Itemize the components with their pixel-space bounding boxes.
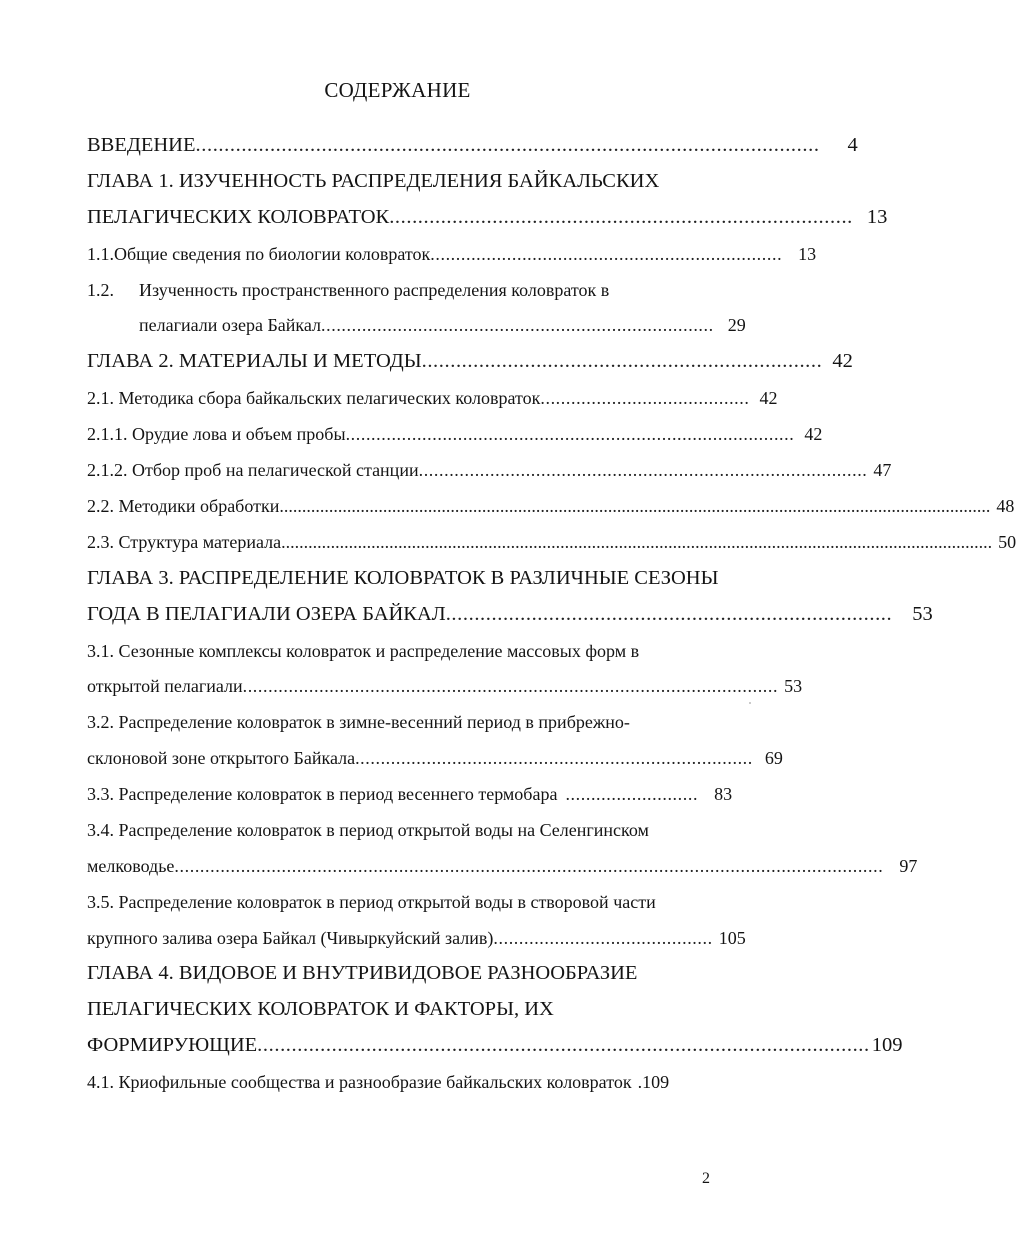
toc-entry-text: 2.2. Методики обработки xyxy=(87,496,280,516)
toc-entry-text: 2.3. Структура материала xyxy=(87,532,282,552)
toc-entry-text: Общие сведения по биологии коловраток xyxy=(114,244,431,264)
toc-entry-3-4-heading[interactable] xyxy=(87,820,727,850)
toc-entry-3-1-heading[interactable] xyxy=(87,641,727,671)
toc-entry-3-1[interactable] xyxy=(87,676,803,706)
toc-entry-intro[interactable] xyxy=(87,134,858,164)
toc-page-number: 97 xyxy=(899,856,918,876)
toc-entry-3-2-heading[interactable] xyxy=(87,712,727,742)
toc-entry-text: ГЛАВА 2. МАТЕРИАЛЫ И МЕТОДЫ xyxy=(87,350,422,372)
toc-entry-text: ГЛАВА 3. РАСПРЕДЕЛЕНИЕ КОЛОВРАТОК В РАЗЛИЧНЫЕ СЕЗОНЫ xyxy=(87,567,719,589)
toc-entry-1-1[interactable] xyxy=(87,244,817,274)
leader-dots: ............................................................................................................. xyxy=(195,134,820,156)
toc-entry-ch4-heading-1[interactable] xyxy=(87,962,727,992)
toc-page-number: 13 xyxy=(798,244,817,264)
leader-dots: .............................................................................................................................................................. xyxy=(279,496,991,516)
toc-entry-text: ГЛАВА 4. ВИДОВОЕ И ВНУТРИВИДОВОЕ РАЗНООБРАЗИЕ xyxy=(87,962,638,984)
leader-dots: .............................................................................. xyxy=(445,603,893,625)
toc-entry-ch4-heading-2[interactable] xyxy=(87,998,727,1028)
scan-speck xyxy=(749,702,751,704)
toc-entry-2-2[interactable] xyxy=(87,496,1015,526)
toc-entry-text: склоновой зоне открытого Байкала xyxy=(87,748,356,768)
toc-entry-text: 3.1. Сезонные комплексы коловраток и распределение массовых форм в xyxy=(87,641,640,661)
toc-page-number: 109 xyxy=(871,1034,903,1056)
toc-entry-3-5-heading[interactable] xyxy=(87,892,727,922)
toc-entry-text: ФОРМИРУЮЩИЕ xyxy=(87,1034,258,1056)
section-number: 1.1. xyxy=(87,244,114,264)
toc-page-number: 42 xyxy=(804,424,823,444)
toc-entry-ch1[interactable] xyxy=(87,206,888,236)
leader-dots: .............................................................................. xyxy=(355,748,753,768)
leader-dots: ..................................................................... xyxy=(430,244,783,264)
leader-dots: ........................................................................................................................................... xyxy=(174,856,884,876)
toc-entry-text: 4.1. Криофильные сообщества и разнообразие байкальских коловраток xyxy=(87,1072,632,1092)
toc-entry-text: 3.5. Распределение коловраток в период открытой воды в створовой части xyxy=(87,892,656,912)
toc-page-number: 42 xyxy=(832,350,853,372)
toc-page-number: 4 xyxy=(847,134,858,156)
leader-dots: ......................................... xyxy=(540,388,750,408)
toc-entry-text: пелагиали озера Байкал xyxy=(139,315,322,335)
toc-page-number: 48 xyxy=(996,496,1015,516)
toc-entry-ch3-heading[interactable] xyxy=(87,567,732,597)
leader-dots: .............................................................................................................................................................. xyxy=(281,532,993,552)
leader-dots: ............................................................................. xyxy=(321,315,714,335)
toc-entry-text: ПЕЛАГИЧЕСКИХ КОЛОВРАТОК И ФАКТОРЫ, ИХ xyxy=(87,998,554,1020)
toc-entry-text: 2.1. Методика сбора байкальских пелагических коловраток xyxy=(87,388,541,408)
leader-dots: ........................................... xyxy=(493,928,713,948)
toc-entry-3-3[interactable] xyxy=(87,784,733,814)
toc-entry-text: ПЕЛАГИЧЕСКИХ КОЛОВРАТОК xyxy=(87,206,390,228)
section-number: 1.2. xyxy=(87,280,114,300)
toc-entry-ch3[interactable] xyxy=(87,603,933,633)
toc-page-number: 42 xyxy=(759,388,778,408)
toc-entry-text: 3.4. Распределение коловраток в период открытой воды на Селенгинском xyxy=(87,820,649,840)
toc-entry-text: крупного залива озера Байкал (Чивыркуйский залив) xyxy=(87,928,494,948)
toc-entry-2-1-2[interactable] xyxy=(87,460,892,490)
toc-page-number: 50 xyxy=(998,532,1016,552)
leader-dots: ........................................................................................ xyxy=(345,424,795,444)
toc-entry-3-2[interactable] xyxy=(87,748,783,778)
toc-page-number: 29 xyxy=(727,315,746,335)
toc-entry-ch4[interactable] xyxy=(87,1034,903,1064)
toc-page-number: 69 xyxy=(764,748,783,768)
leader-dots: ......................................................................................................... xyxy=(242,676,779,696)
toc-page-number: 83 xyxy=(714,784,733,804)
toc-page-number: .109 xyxy=(637,1072,670,1092)
toc-page-number: 53 xyxy=(784,676,803,696)
toc-entry-1-2[interactable] xyxy=(139,315,746,345)
toc-entry-1-2-heading[interactable] xyxy=(87,280,727,310)
page-number: 2 xyxy=(702,1170,710,1187)
toc-page-number: 13 xyxy=(866,206,888,228)
toc-page-number: 47 xyxy=(873,460,892,480)
leader-dots: ................................................................................. xyxy=(389,206,853,228)
toc-page-number: 53 xyxy=(912,603,933,625)
toc-entry-text: 3.3. Распределение коловраток в период весеннего термобара xyxy=(87,784,558,804)
toc-entry-text: ВВЕДЕНИЕ xyxy=(87,134,196,156)
toc-entry-text: Изученность пространственного распределения коловраток в xyxy=(139,280,610,300)
toc-entry-3-5[interactable] xyxy=(87,928,746,958)
toc-entry-ch2[interactable] xyxy=(87,350,853,380)
toc-entry-text: 2.1.2. Отбор проб на пелагической станции xyxy=(87,460,419,480)
toc-entry-text: 3.2. Распределение коловраток в зимне-весенний период в прибрежно- xyxy=(87,712,630,732)
page-title: СОДЕРЖАНИЕ xyxy=(324,78,471,102)
toc-page-number: 105 xyxy=(718,928,746,948)
toc-entry-2-1[interactable] xyxy=(87,388,778,418)
toc-entry-2-3[interactable] xyxy=(87,532,1016,562)
toc-entry-text: мелководье xyxy=(87,856,175,876)
leader-dots: .......................... xyxy=(565,784,699,804)
toc-entry-3-4[interactable] xyxy=(87,856,918,886)
toc-entry-4-1[interactable] xyxy=(87,1072,727,1102)
toc-entry-text: открытой пелагиали xyxy=(87,676,243,696)
toc-entry-ch1-heading[interactable] xyxy=(87,170,727,200)
toc-entry-2-1-1[interactable] xyxy=(87,424,823,454)
leader-dots: ........................................................................................ xyxy=(418,460,868,480)
toc-entry-text: ГЛАВА 1. ИЗУЧЕННОСТЬ РАСПРЕДЕЛЕНИЯ БАЙКАЛЬСКИХ xyxy=(87,170,660,192)
leader-dots: ........................................................................................................... xyxy=(257,1034,870,1056)
leader-dots: ...................................................................... xyxy=(421,350,823,372)
toc-entry-text: 2.1.1. Орудие лова и объем пробы xyxy=(87,424,346,444)
toc-entry-text: ГОДА В ПЕЛАГИАЛИ ОЗЕРА БАЙКАЛ xyxy=(87,603,446,625)
